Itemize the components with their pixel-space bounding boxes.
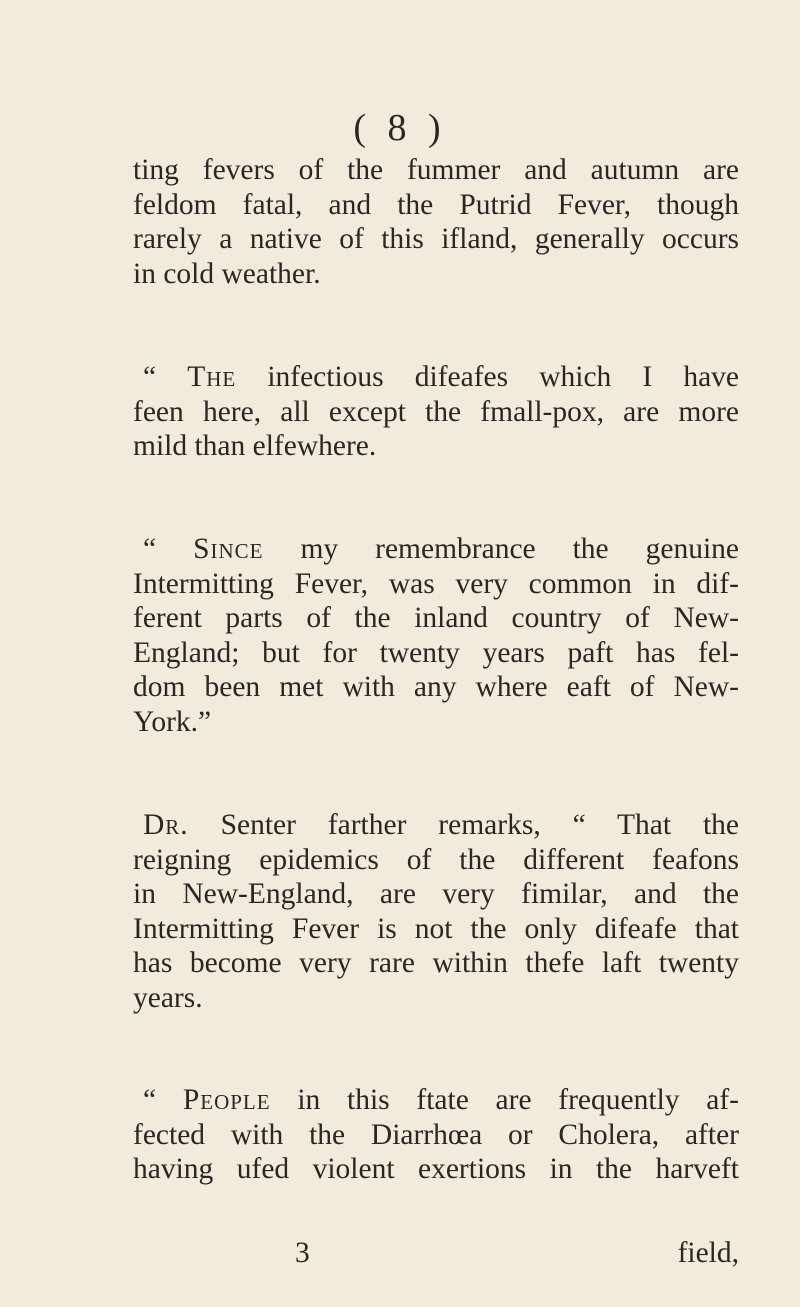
text-line <box>133 360 739 395</box>
paragraph-1 <box>133 153 739 291</box>
line-rest: infectious difeafes which I have <box>236 361 740 393</box>
lead-word: People <box>182 1084 271 1116</box>
lead-word: Since <box>193 533 264 565</box>
paragraph-5 <box>133 1083 739 1187</box>
text-line: in New-England, are very fimilar, and the <box>133 878 739 911</box>
text-line: fected with the Diarrhœa or Cholera, after <box>133 1118 739 1151</box>
text-line: in cold weather. <box>133 257 321 290</box>
text-line: England; but for twenty years paft has fel- <box>133 636 739 669</box>
text-line: has become very rare within thefe laft twenty <box>133 947 739 980</box>
text-line: years. <box>133 981 203 1014</box>
page-number: ( 8 ) <box>353 107 447 149</box>
signature-mark: 3 <box>295 1237 310 1269</box>
text-line: Intermitting Fever, was very common in dif- <box>133 567 739 600</box>
text-line: ting fevers of the fummer and autumn are <box>133 154 739 186</box>
lead-word: The <box>187 361 237 393</box>
text-line: dom been met with any where eaft of New- <box>133 671 739 704</box>
text-line: Intermitting Fever is not the only difeafe that <box>133 912 739 945</box>
lead-word: Dr. <box>143 809 189 841</box>
catchword: field, <box>677 1237 739 1269</box>
text-line: feen here, all except the fmall-pox, are more <box>133 395 739 428</box>
paragraph-3 <box>133 532 739 740</box>
opening-quote: “ <box>143 533 194 565</box>
text-line: rarely a native of this ifland, generally occurs <box>133 223 739 256</box>
text-line: having ufed violent exertions in the harveft <box>133 1153 739 1186</box>
text-line <box>133 532 739 567</box>
text-line: reigning epidemics of the different feafons <box>133 843 739 876</box>
text-line <box>133 1083 739 1118</box>
page-footer <box>133 1237 739 1273</box>
paragraph-4 <box>133 808 739 1016</box>
text-line <box>133 808 739 843</box>
line-rest: in this ftate are frequently af- <box>270 1084 740 1116</box>
line-rest: Senter farther remarks, “ That the <box>188 809 739 841</box>
opening-quote: “ <box>143 361 188 393</box>
text-line: feldom fatal, and the Putrid Fever, though <box>133 188 739 221</box>
opening-quote: “ <box>143 1084 183 1116</box>
line-rest: my remembrance the genuine <box>263 533 739 565</box>
paragraph-2 <box>133 360 739 464</box>
text-line: ferent parts of the inland country of New- <box>133 602 739 635</box>
text-line: mild than elfewhere. <box>133 430 377 463</box>
text-line: York.” <box>133 705 212 738</box>
